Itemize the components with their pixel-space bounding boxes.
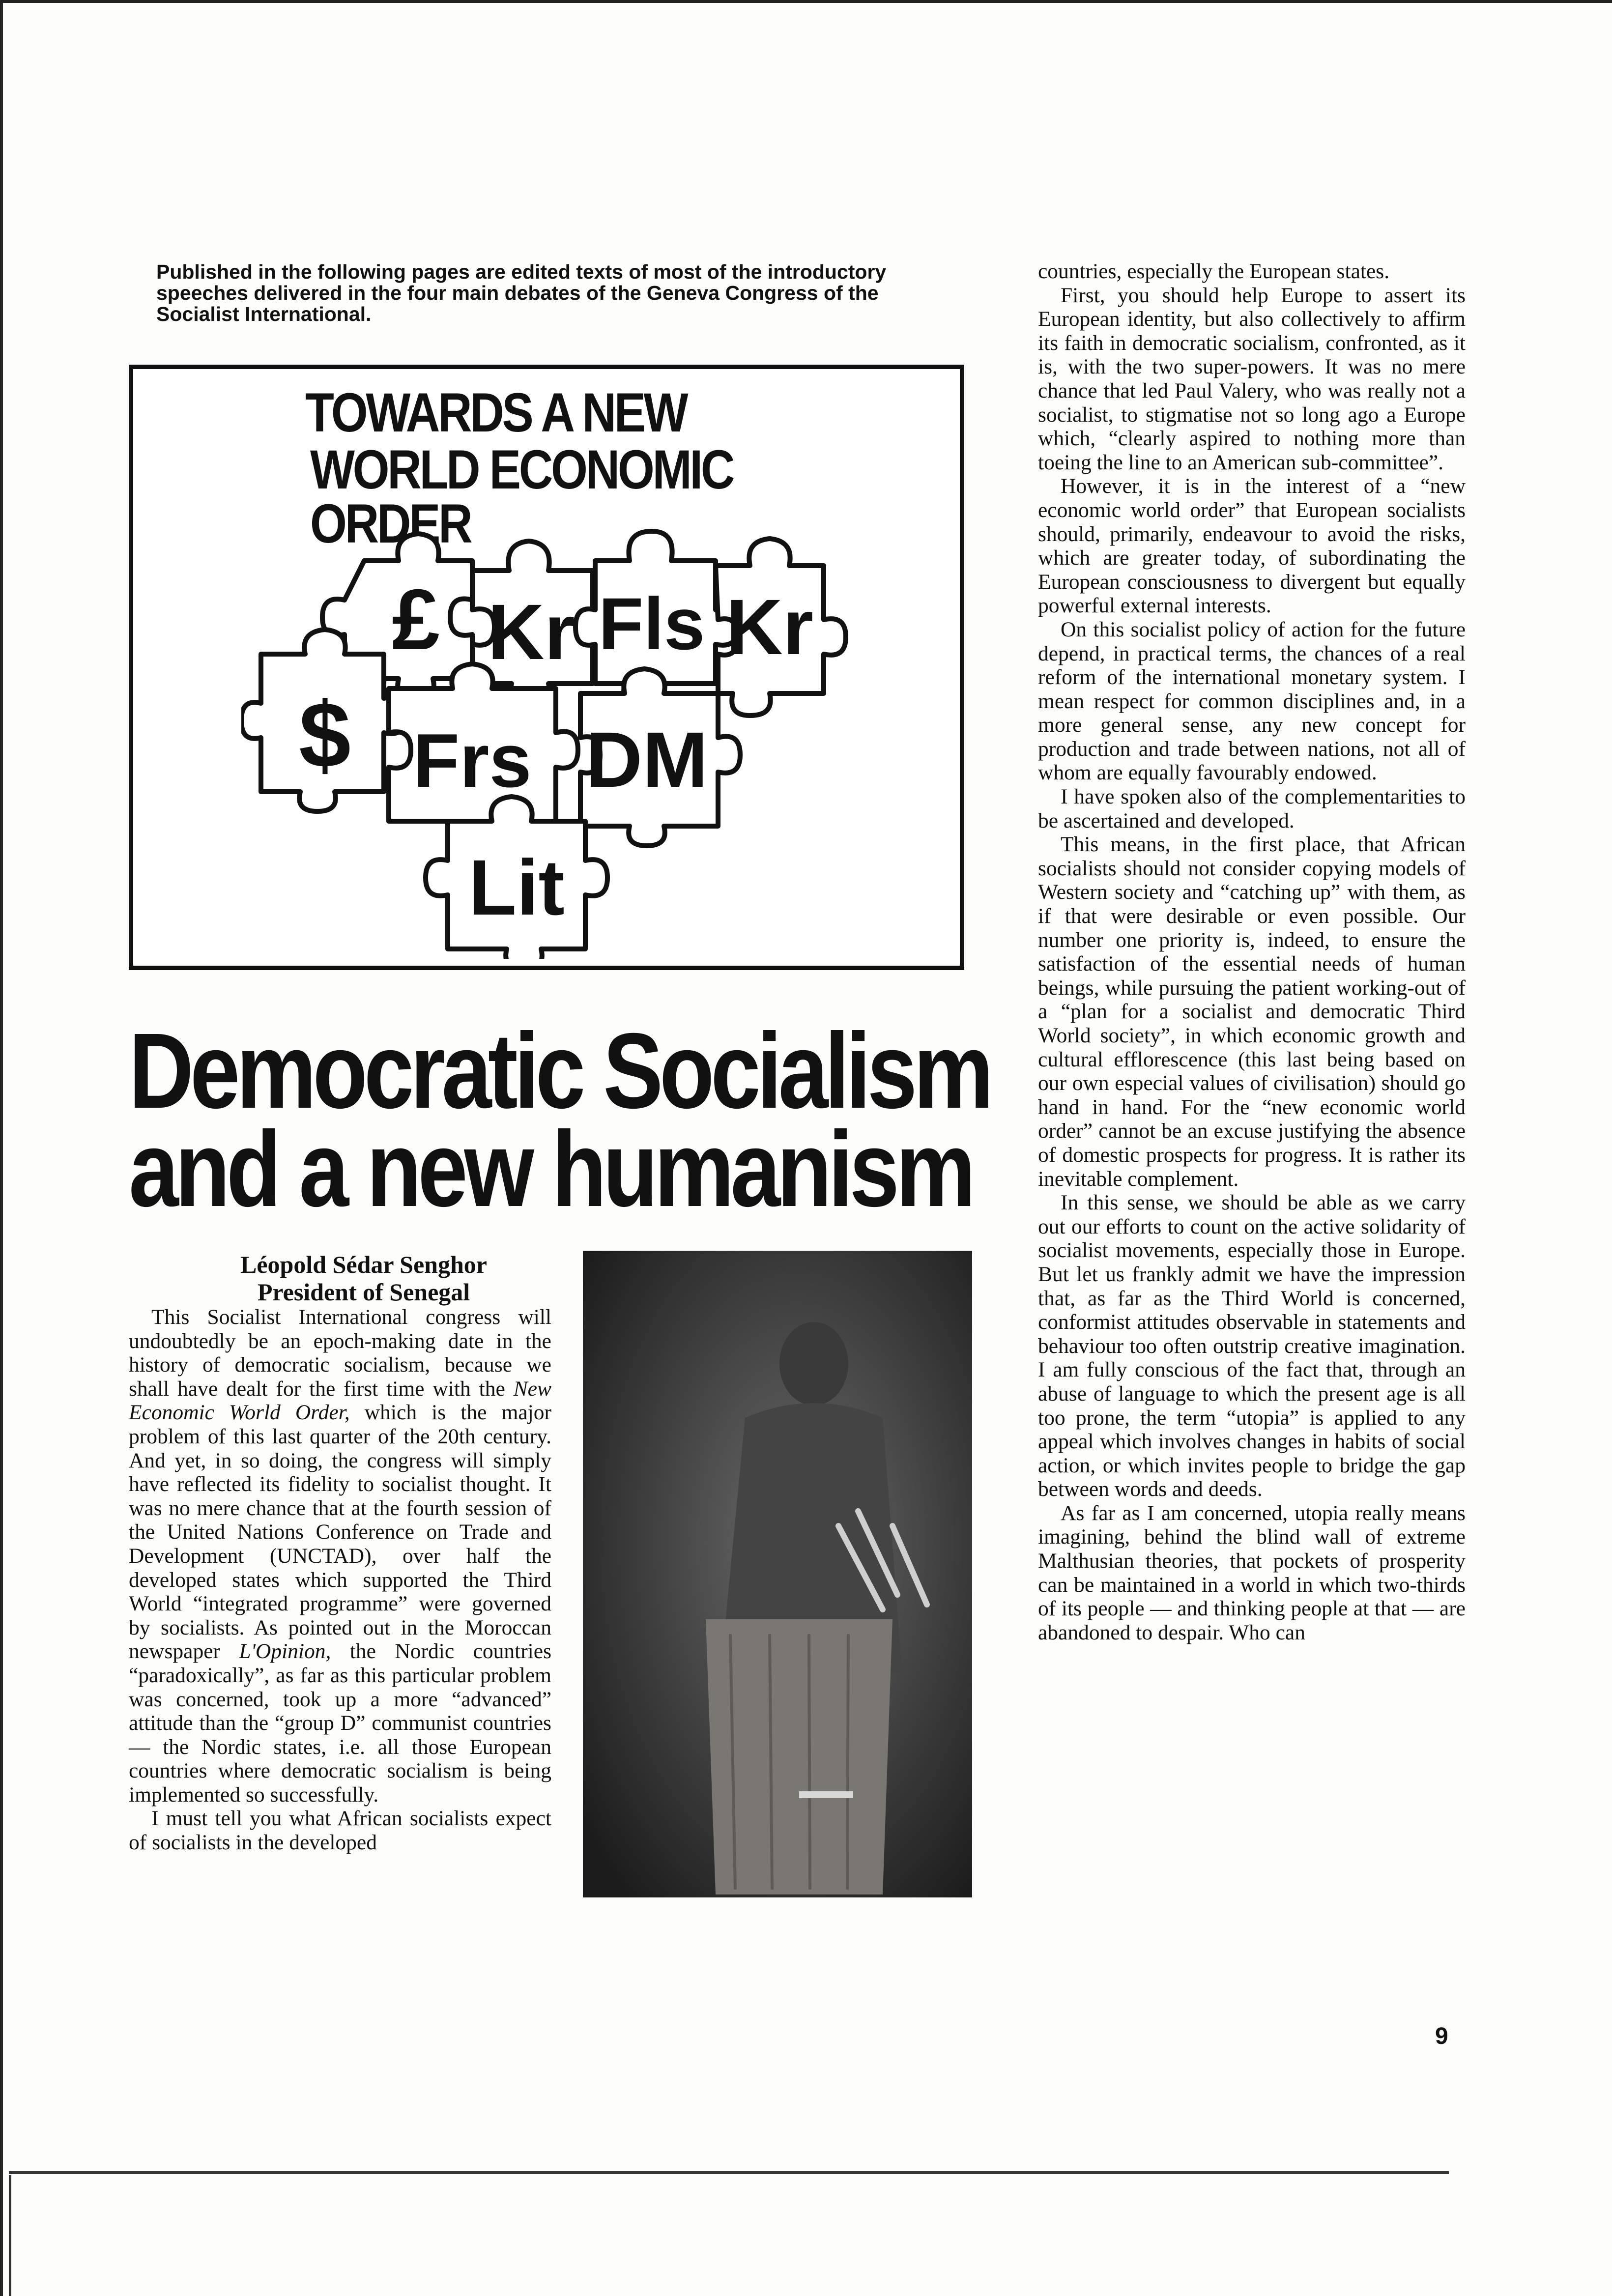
paragraph: On this socialist policy of action for the future depend, in practical terms, the chances of a real reform of the international monetary system. I mean respect for common disciplines and, in a more general sense, any new concept for production and trade between nations, not all of whom are equally favourably endowed. xyxy=(1038,617,1466,785)
author-role: President of Senegal xyxy=(257,1278,470,1306)
puzzle-label-kr-2: Kr xyxy=(726,583,813,671)
speaker-photo xyxy=(583,1251,972,1897)
intro-note xyxy=(156,261,1009,325)
puzzle-label-dm: DM xyxy=(585,716,708,804)
page-number: 9 xyxy=(1435,2023,1448,2049)
photo-illustration xyxy=(583,1251,972,1897)
paragraph: However, it is in the interest of a “new economic world order” that European socialists should, primarily, endeavour to avoid the risks, which are greater today, of subordinating the European consciousness to divergent but equally powerful external interests. xyxy=(1038,474,1466,618)
paragraph: I must tell you what African socialists expect of socialists in the developed xyxy=(129,1807,551,1855)
banner-title-line2: WORLD ECONOMIC ORDER xyxy=(310,439,733,554)
scan-rule xyxy=(9,2171,1449,2174)
article-column-2 xyxy=(1038,259,1466,1644)
paragraph: In this sense, we should be able as we carry out our efforts to count on the active solidarity of socialist movements, especially those in Europe. But let us frankly admit we have the impression that, as far as the Third World is concerned, conformist attitudes observable in statements and behaviour too often outstrip creative imagination. I am fully conscious of the fact that, through an abuse of language to which the present age is all too prone, the term “utopia” is applied to any appeal which involves changes in habits of social action, or which invites people to bridge the gap between words and deeds. xyxy=(1038,1191,1466,1501)
article-column-1 xyxy=(129,1305,551,1855)
scan-edge-top xyxy=(0,0,1612,8)
paragraph-text: This Socialist International congress will undoubtedly be an epoch-making date in the history of democratic socialism, because we shall have dealt for the first time with the xyxy=(129,1305,551,1401)
paragraph: First, you should help Europe to assert its European identity, but also collectively to affirm its faith in democratic socialism, confronted, as it is, with the two super-powers. It was no mere chance that led Paul Valery, who was really not a socialist, to stigmatise not so long ago a Europe which, “clearly aspired to nothing more than toeing the line to an American sub-committee”. xyxy=(1038,283,1466,474)
banner-box xyxy=(129,365,964,970)
headline-line1: Democratic Socialism xyxy=(129,1011,990,1131)
newspaper-name: L'Opinion, xyxy=(239,1639,331,1664)
paragraph: countries, especially the European states. xyxy=(1038,259,1390,283)
puzzle-label-kr-1: Kr xyxy=(488,588,575,676)
puzzle-label-lit: Lit xyxy=(468,843,565,931)
puzzle-label-pound: £ xyxy=(392,572,440,668)
intro-line: Socialist International. xyxy=(156,303,372,325)
scan-rule-corner xyxy=(9,2175,46,2296)
paragraph-text: which is the major problem of this last quarter of the 20th century. And yet, in so doing, the congress will simply have reflected its fidelity to socialist thought. It was no mere chance that at the fourth session of the United Nations Conference on Trade and Development (UNCTAD), over half the developed states which supported the Third World “integrated programme” were governed by socialists. As pointed out in the Moroccan newspaper xyxy=(129,1401,551,1664)
intro-line: Published in the following pages are edited texts of most of the introductory xyxy=(156,260,887,283)
author-name: Léopold Sédar Senghor xyxy=(240,1251,487,1278)
scan-edge-left xyxy=(0,0,7,2296)
currency-puzzle-illustration xyxy=(241,502,880,959)
paragraph: This means, in the first place, that African socialists should not consider copying models of Western society and “catching up” with them, as if that were desirable or even possible. Our number one priority is, indeed, to ensure the satisfaction of the essential needs of human beings, while pursuing the patient working-out of a “plan for a socialist and democratic Third World society”, in which economic growth and cultural efflorescence (this last being based on our own especial values of civilisation) should go hand in hand. For the “new economic world order” cannot be an excuse justifying the absence of domestic prospects for progress. It is rather its inevitable complement. xyxy=(1038,832,1466,1191)
puzzle-label-fls: Fls xyxy=(598,582,705,665)
paragraph: As far as I am concerned, utopia really means imagining, behind the blind wall of extreme Malthusian theories, that pockets of prosperity can be maintained in a world in which two-thirds of its people — and thinking people at that — are abandoned to despair. Who can xyxy=(1038,1501,1466,1644)
paragraph xyxy=(129,1305,551,1807)
puzzle-label-dollar: $ xyxy=(299,683,351,787)
scan-edge-bottom xyxy=(0,2171,1612,2296)
puzzle-label-frs: Frs xyxy=(413,718,532,803)
banner-title-line1: TOWARDS A NEW xyxy=(305,382,687,443)
italic-term: New Economic World Order, xyxy=(129,1377,551,1425)
paragraph-text: the Nordic countries “paradoxically”, as far as this particular problem was concerned, took up a more “advanced” attitude than the “group D” communist countries — the Nordic states, i.e. all those European countries where democratic socialism is being implemented so successfully. xyxy=(129,1639,551,1807)
intro-line: speeches delivered in the four main debates of the Geneva Congress of the xyxy=(156,282,879,304)
paragraph: I have spoken also of the complementarities to be ascertained and developed. xyxy=(1038,785,1466,832)
headline-line2: and a new humanism xyxy=(129,1110,972,1229)
